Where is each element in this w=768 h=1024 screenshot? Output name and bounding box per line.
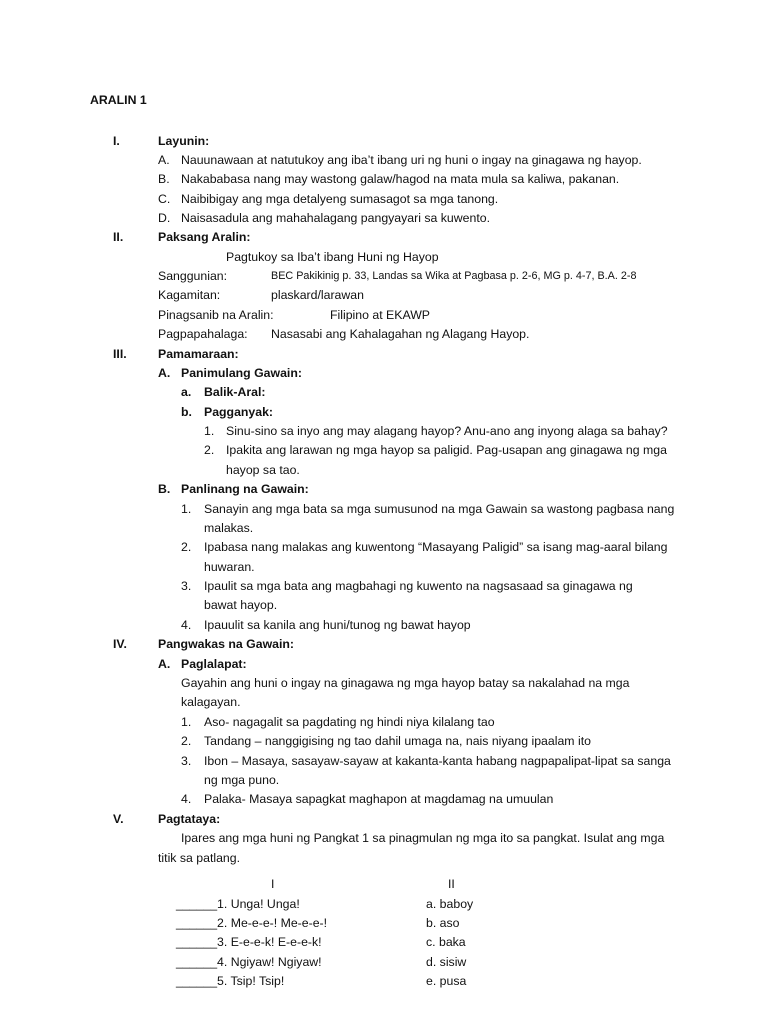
- sub-item-marker: b.: [181, 405, 192, 419]
- list-marker: 1.: [181, 715, 192, 729]
- field-value: Filipino at EKAWP: [330, 308, 431, 322]
- field-value: plaskard/larawan: [271, 288, 364, 302]
- field-label: Pinagsanib na Aralin:: [158, 308, 274, 322]
- list-item-text: bawat hayop.: [204, 598, 278, 612]
- subsection-marker: A.: [158, 657, 171, 671]
- objective-marker: C.: [158, 192, 171, 206]
- field-label: Kagamitan:: [158, 288, 221, 302]
- field-label: Sanggunian:: [158, 269, 228, 283]
- section-numeral: I.: [113, 134, 120, 148]
- matching-choice: b. aso: [426, 916, 460, 930]
- objective-text: Nakababasa nang may wastong galaw/hagod na mata mula sa kaliwa, pakanan.: [181, 172, 620, 186]
- list-item-text: Ipauulit sa kanila ang huni/tunog ng bawat hayop: [204, 618, 471, 632]
- subsection-marker: A.: [158, 366, 171, 380]
- objective-marker: A.: [158, 153, 170, 167]
- section-numeral: III.: [113, 347, 127, 361]
- section-heading: Pangwakas na Gawain:: [158, 637, 294, 651]
- list-marker: 2.: [181, 734, 192, 748]
- field-label: Pagpapahalaga:: [158, 327, 248, 341]
- list-marker: 2.: [181, 540, 192, 554]
- list-marker: 1.: [204, 424, 215, 438]
- list-item-text: Ipaulit sa mga bata ang magbahagi ng kuwento na nagsasaad sa ginagawa ng: [204, 579, 633, 593]
- column-i-header: I: [271, 877, 275, 891]
- list-item-text: Aso- nagagalit sa pagdating ng hindi niya kilalang tao: [204, 715, 495, 729]
- matching-item: ______3. E-e-e-k! E-e-e-k!: [176, 935, 322, 949]
- list-item-text: Tandang – nanggigising ng tao dahil umaga na, nais niyang ipaalam ito: [204, 734, 591, 748]
- list-item-text: ng mga puno.: [204, 773, 280, 787]
- page-title: ARALIN 1: [90, 93, 147, 107]
- matching-item: ______2. Me-e-e-! Me-e-e-!: [176, 916, 328, 930]
- sub-item-heading: Balik-Aral:: [204, 385, 266, 399]
- objective-text: Nauunawaan at natutukoy ang iba’t ibang uri ng huni o ingay na ginagawa ng hayop.: [181, 153, 642, 167]
- matching-choice: c. baka: [426, 935, 466, 949]
- matching-item: ______4. Ngiyaw! Ngiyaw!: [176, 955, 322, 969]
- section-numeral: II.: [113, 230, 124, 244]
- sub-item-marker: a.: [181, 385, 192, 399]
- list-marker: 2.: [204, 443, 215, 457]
- objective-text: Naisasadula ang mahahalagang pangyayari sa kuwento.: [181, 211, 491, 225]
- sub-item-heading: Pagganyak:: [204, 405, 274, 419]
- section-heading: Paksang Aralin:: [158, 230, 251, 244]
- section-numeral: IV.: [113, 637, 127, 651]
- paragraph-line: titik sa patlang.: [158, 851, 241, 865]
- list-item-text: Ipakita ang larawan ng mga hayop sa paligid. Pag-usapan ang ginagawa ng mga: [226, 443, 667, 457]
- subsection-heading: Paglalapat:: [181, 657, 247, 671]
- subsection-heading: Panlinang na Gawain:: [181, 482, 309, 496]
- list-item-text: Ibon – Masaya, sasayaw-sayaw at kakanta-kanta habang nagpapalipat-lipat sa sanga: [204, 754, 671, 768]
- list-marker: 1.: [181, 502, 192, 516]
- subsection-marker: B.: [158, 482, 171, 496]
- paragraph-line: kalagayan.: [181, 695, 241, 709]
- paragraph-line: Ipares ang mga huni ng Pangkat 1 sa pinagmulan ng mga ito sa pangkat. Isulat ang mga: [181, 831, 665, 845]
- objective-marker: B.: [158, 172, 170, 186]
- list-item-text: malakas.: [204, 521, 254, 535]
- column-ii-header: II: [448, 877, 455, 891]
- objective-marker: D.: [158, 211, 171, 225]
- matching-item: ______5. Tsip! Tsip!: [176, 974, 285, 988]
- subsection-heading: Panimulang Gawain:: [181, 366, 302, 380]
- section-heading: Pamamaraan:: [158, 347, 239, 361]
- list-item-text: Ipabasa nang malakas ang kuwentong “Masayang Paligid” sa isang mag-aaral bilang: [204, 540, 668, 554]
- list-marker: 4.: [181, 618, 192, 632]
- list-item-text: Sanayin ang mga bata sa mga sumusunod na mga Gawain sa wastong pagbasa nang: [204, 502, 675, 516]
- section-heading: Pagtataya:: [158, 812, 221, 826]
- objective-text: Naibibigay ang mga detalyeng sumasagot sa mga tanong.: [181, 192, 499, 206]
- list-marker: 4.: [181, 792, 192, 806]
- paragraph-line: Gayahin ang huni o ingay na ginagawa ng mga hayop batay sa nakalahad na mga: [181, 676, 630, 690]
- matching-choice: a. baboy: [426, 897, 474, 911]
- field-value: BEC Pakikinig p. 33, Landas sa Wika at Pagbasa p. 2-6, MG p. 4-7, B.A. 2-8: [271, 270, 637, 282]
- matching-choice: d. sisiw: [426, 955, 467, 969]
- section-heading: Layunin:: [158, 134, 210, 148]
- list-marker: 3.: [181, 579, 192, 593]
- list-marker: 3.: [181, 754, 192, 768]
- field-value: Nasasabi ang Kahalagahan ng Alagang Hayop.: [271, 327, 530, 341]
- matching-item: ______1. Unga! Unga!: [176, 897, 300, 911]
- section-numeral: V.: [113, 812, 124, 826]
- list-item-text: huwaran.: [204, 560, 255, 574]
- list-item-text: Sinu-sino sa inyo ang may alagang hayop? Anu-ano ang inyong alaga sa bahay?: [226, 424, 668, 438]
- list-item-text: hayop sa tao.: [226, 463, 300, 477]
- list-item-text: Palaka- Masaya sapagkat maghapon at magdamag na umuulan: [204, 792, 554, 806]
- lesson-topic: Pagtukoy sa Iba’t ibang Huni ng Hayop: [226, 250, 439, 264]
- matching-choice: e. pusa: [426, 974, 467, 988]
